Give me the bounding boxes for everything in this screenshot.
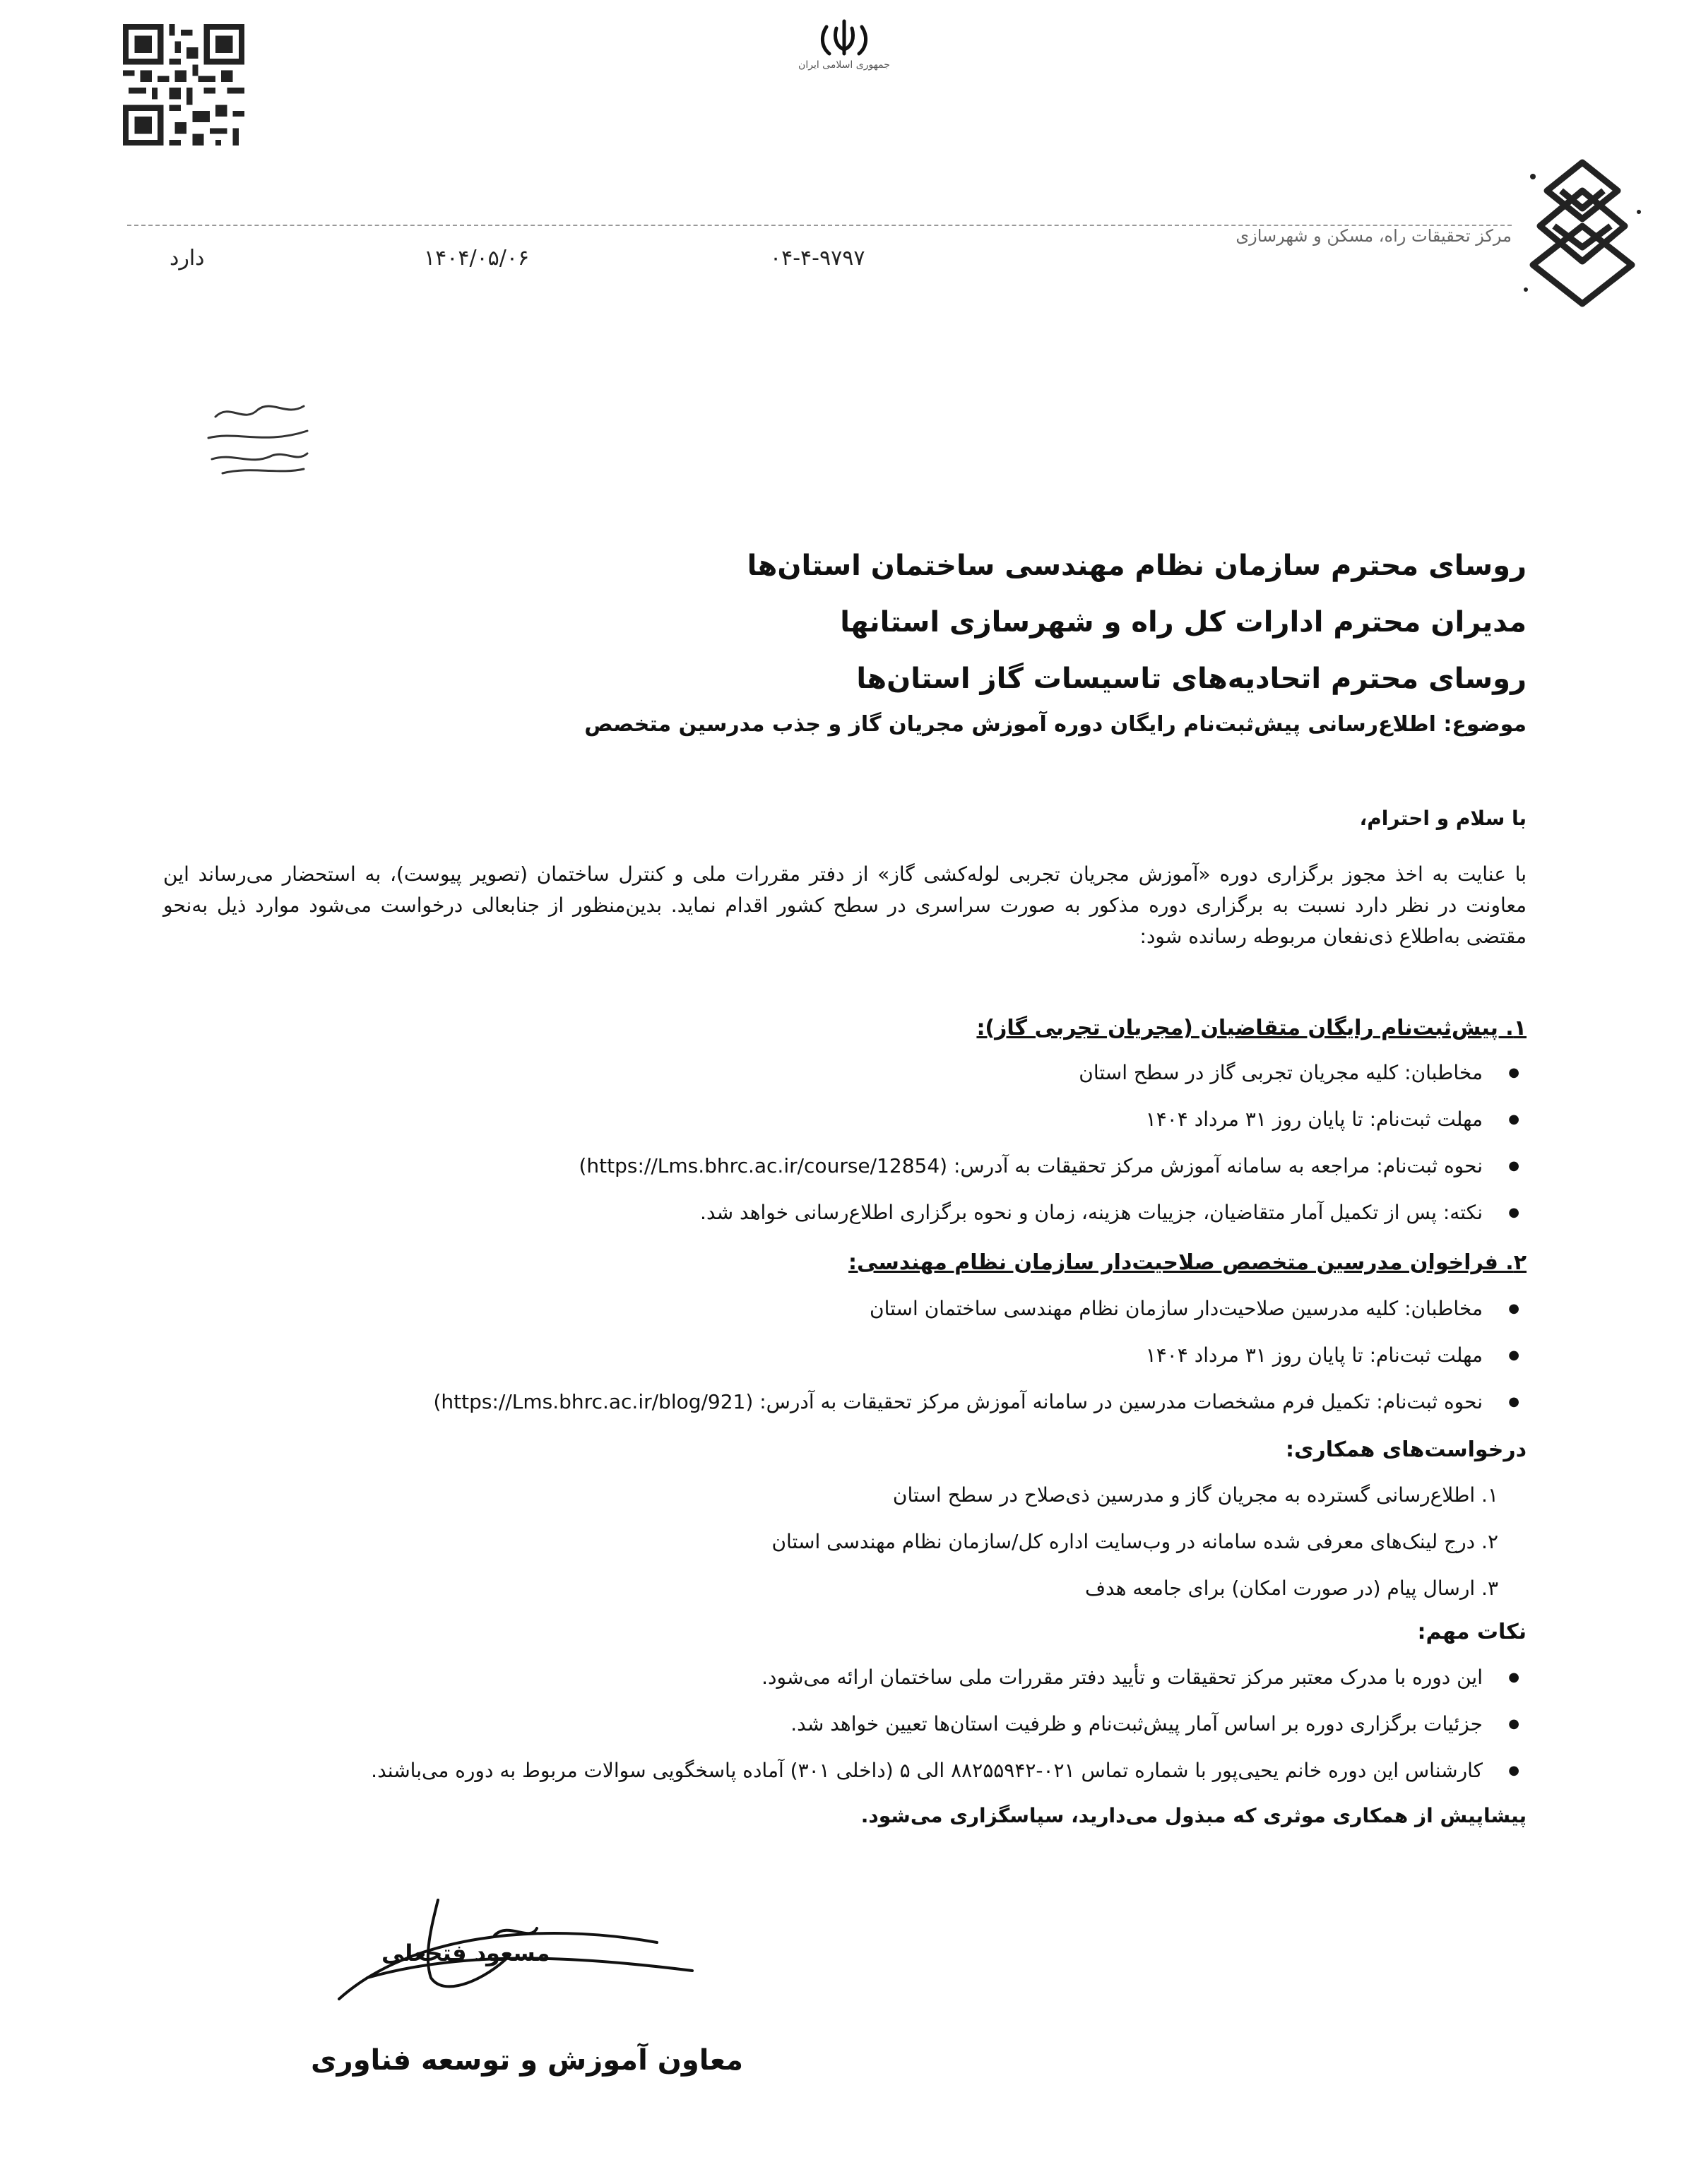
closing-line: پیشاپیش از همکاری موثری که مبذول می‌دارید، سپاسگزاری می‌شود.: [860, 1804, 1527, 1827]
national-emblem-icon: [805, 14, 883, 85]
list-item: ● کارشناس این دوره خانم یحیی‌پور با شماره تماس ۰۲۱-۸۸۲۵۵۹۴۲ الی ۵ (داخلی ۳۰۱) آماده پاسخگویی سوالات مربوط به دوره می‌باشند.: [371, 1747, 1527, 1794]
list-item: ● مخاطبان: کلیه مجریان تجربی گاز در سطح استان: [579, 1050, 1527, 1096]
list-item: ● این دوره با مدرک معتبر مرکز تحقیقات و تأیید دفتر مقررات ملی ساختمان ارائه می‌شود.: [371, 1654, 1527, 1701]
subject-line: موضوع: اطلاع‌رسانی پیش‌ثبت‌نام رایگان دوره آموزش مجریان گاز و جذب مدرسین متخصص: [584, 712, 1527, 737]
qr-code-icon: [119, 24, 249, 146]
list-item: ● نحوه ثبت‌نام: تکمیل فرم مشخصات مدرسین در سامانه آموزش مرکز تحقیقات به آدرس: (https://Lms.bhrc.ac.ir/blog/921): [434, 1379, 1527, 1425]
letter-number: ۰۴-۴-۹۷۹۷: [770, 246, 865, 271]
section2-title: ۲. فراخوان مدرسین متخصص صلاحیت‌دار سازمان نظام مهندسی:: [848, 1250, 1527, 1275]
list-item: ● نحوه ثبت‌نام: مراجعه به سامانه آموزش مرکز تحقیقات به آدرس: (https://Lms.bhrc.ac.ir/course/12854): [579, 1143, 1527, 1189]
notes-list: [371, 1654, 1527, 1794]
section2-list: [434, 1286, 1527, 1425]
list-item: ۳. ارسال پیام (در صورت امکان) برای جامعه هدف: [1085, 1577, 1498, 1600]
cooperation-title: درخواست‌های همکاری:: [1285, 1437, 1527, 1462]
list-item: ● نکته: پس از تکمیل آمار متقاضیان، جزییات هزینه، زمان و نحوه برگزاری اطلاع‌رسانی خواهد شد.: [579, 1189, 1527, 1236]
organization-logo-icon: [1512, 148, 1653, 332]
signer-name: مسعود فتحعلی: [381, 1940, 550, 1966]
section1-title: ۱. پیش‌ثبت‌نام رایگان متقاضیان (مجریان تجربی گاز):: [976, 1016, 1527, 1040]
list-item: ۱. اطلاع‌رسانی گسترده به مجریان گاز و مدرسین ذی‌صلاح در سطح استان: [892, 1483, 1498, 1507]
recipient-3: روسای محترم اتحادیه‌های تاسیسات گاز استان‌ها: [856, 663, 1527, 695]
recipient-2: مدیران محترم ادارات کل راه و شهرسازی استانها: [840, 606, 1527, 639]
handwritten-margin-note-icon: [201, 396, 314, 480]
letter-date: ۱۴۰۴/۰۵/۰۶: [424, 246, 530, 271]
intro-paragraph: با عنایت به اخذ مجوز برگزاری دوره «آموزش مجریان تجربی لوله‌کشی گاز» از دفتر مقررات ملی و کنترل ساختمان (تصویر پیوست)، به استحضار می‌رساند این معاونت در نظر دارد نسبت به برگزاری دوره مذکور به صورت سراسری در سطح کشور اقدام نماید. بدین‌منظور از جنابعالی درخواست می‌شود موارد ذیل به‌نحو مقتضی به‌اطلاع ذی‌نفعان مربوطه رسانده شود:: [163, 862, 1527, 948]
notes-title: نکات مهم:: [1417, 1620, 1527, 1644]
greeting: با سلام و احترام،: [1359, 807, 1527, 830]
section1-list: [579, 1050, 1527, 1236]
list-item: ● مهلت ثبت‌نام: تا پایان روز ۳۱ مرداد ۱۴۰۴: [579, 1096, 1527, 1143]
attachment-status: دارد: [170, 246, 205, 271]
recipient-1: روسای محترم سازمان نظام مهندسی ساختمان استان‌ها: [747, 550, 1527, 582]
list-item: ● مخاطبان: کلیه مدرسین صلاحیت‌دار سازمان نظام مهندسی ساختمان استان: [434, 1286, 1527, 1332]
list-item: ۲. درج لینک‌های معرفی شده سامانه در وب‌سایت اداره کل/سازمان نظام مهندسی استان: [771, 1530, 1498, 1553]
org-name-line: مرکز تحقیقات راه، مسکن و شهرسازی: [1235, 226, 1512, 246]
list-item: ● جزئیات برگزاری دوره بر اساس آمار پیش‌ثبت‌نام و ظرفیت استان‌ها تعیین خواهد شد.: [371, 1701, 1527, 1747]
list-item: ● مهلت ثبت‌نام: تا پایان روز ۳۱ مرداد ۱۴۰۴: [434, 1332, 1527, 1379]
emblem-caption: جمهوری اسلامی ایران: [798, 59, 890, 71]
signer-title: معاون آموزش و توسعه فناوری: [311, 2044, 744, 2077]
instructor-form-url-link[interactable]: (https://Lms.bhrc.ac.ir/blog/921): [433, 1390, 754, 1413]
cooperation-list: [771, 1472, 1498, 1612]
course-url-link[interactable]: (https://Lms.bhrc.ac.ir/course/12854): [579, 1154, 948, 1177]
